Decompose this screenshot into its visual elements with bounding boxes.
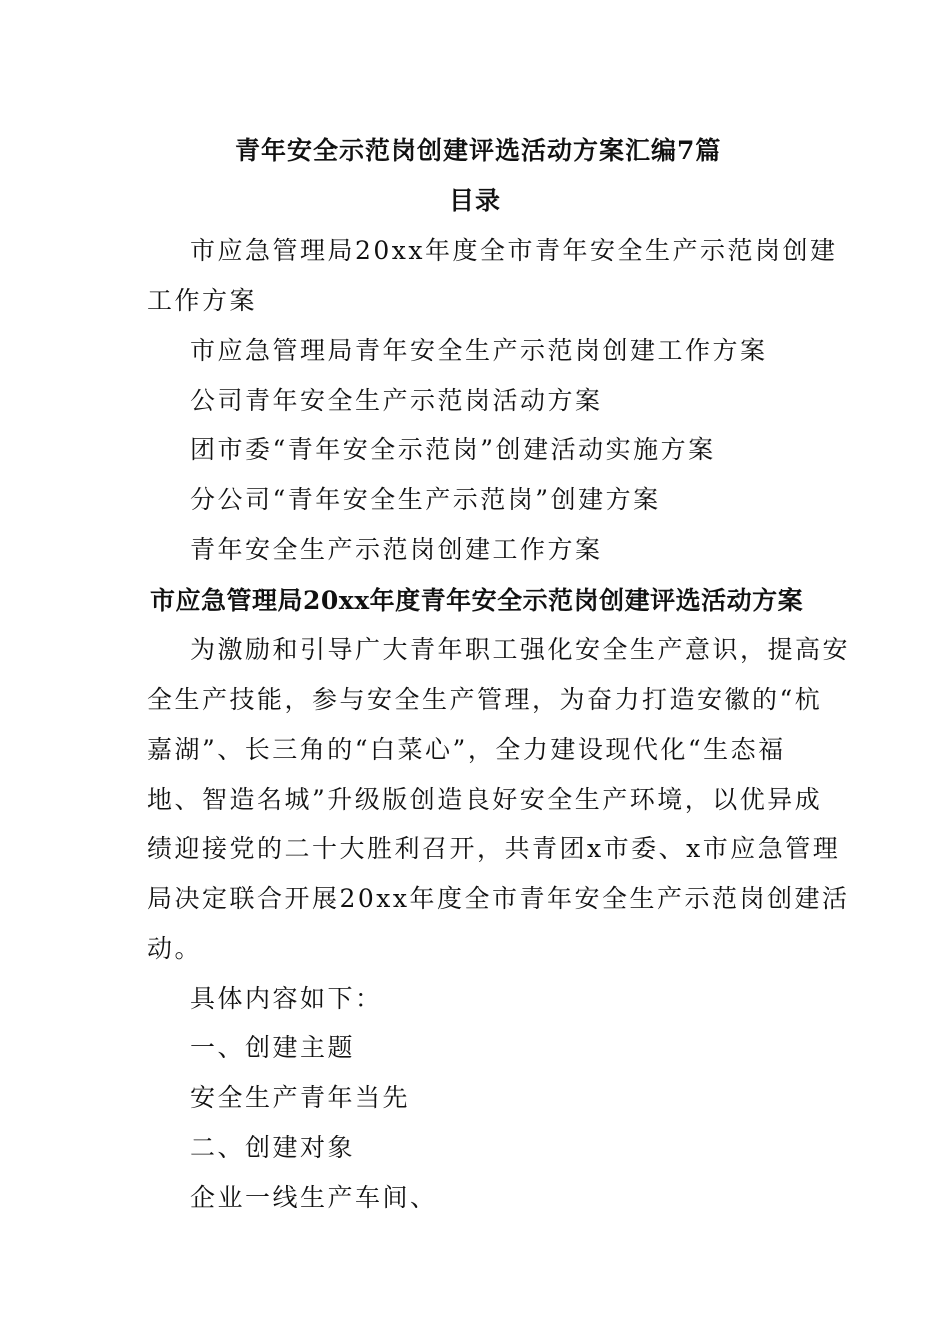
body-line: 企业一线生产车间、 (190, 1183, 438, 1212)
paragraph-line: 局决定联合开展20xx年度全市青年安全生产示范岗创建活 (147, 884, 850, 913)
paragraph-line: 绩迎接党的二十大胜利召开，共青团x市委、x市应急管理 (147, 834, 841, 863)
body-line: 安全生产青年当先 (190, 1083, 411, 1112)
toc-item: 青年安全生产示范岗创建工作方案 (190, 535, 603, 564)
toc-item: 公司青年安全生产示范岗活动方案 (190, 386, 603, 415)
body-line: 具体内容如下： (190, 984, 383, 1013)
paragraph-line: 动。 (147, 934, 203, 963)
toc-item: 分公司“青年安全生产示范岗”创建方案 (190, 485, 661, 514)
body-line: 二、创建对象 (190, 1133, 356, 1162)
toc-item: 团市委“青年安全示范岗”创建活动实施方案 (190, 435, 716, 464)
paragraph-line: 嘉湖”、长三角的“白菜心”，全力建设现代化“生态福 (147, 735, 786, 764)
paragraph-line: 全生产技能，参与安全生产管理，为奋力打造安徽的“杭 (147, 685, 823, 714)
toc-heading: 目录 (449, 186, 502, 215)
toc-item: 市应急管理局20xx年度全市青年安全生产示范岗创建 (190, 236, 838, 265)
toc-item: 工作方案 (147, 286, 258, 315)
toc-item: 市应急管理局青年安全生产示范岗创建工作方案 (190, 336, 768, 365)
document-title: 青年安全示范岗创建评选活动方案汇编7篇 (235, 136, 722, 165)
paragraph-line: 为激励和引导广大青年职工强化安全生产意识，提高安 (190, 635, 851, 664)
body-line: 一、创建主题 (190, 1033, 356, 1062)
paragraph-line: 地、智造名城”升级版创造良好安全生产环境，以优异成 (147, 785, 823, 814)
section-title: 市应急管理局20xx年度青年安全示范岗创建评选活动方案 (150, 586, 804, 615)
